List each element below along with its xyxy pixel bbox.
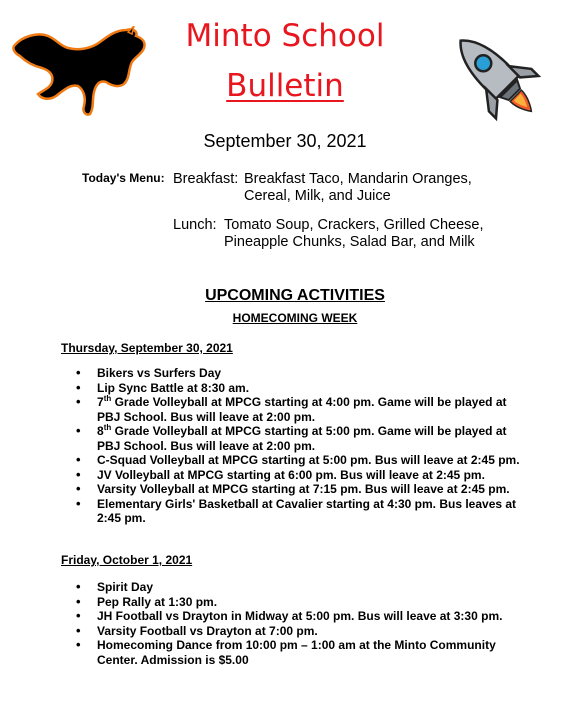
list-item: • C-Squad Volleyball at MPCG starting at 5:00 pm. Bus will leave at 2:45 pm. (76, 453, 526, 468)
list-item: • Bikers vs Surfers Day (76, 366, 526, 381)
lunch-line1: Tomato Soup, Crackers, Grilled Cheese, (224, 217, 484, 233)
list-item-text: Volleyball at MPCG starting at 4:00 pm. Game will be played at PBJ School. Bus will leave at 2:00 pm. (97, 395, 507, 424)
day-heading-thursday: Thursday, September 30, 2021 (61, 341, 233, 355)
activities-subheading: HOMECOMING WEEK (232, 311, 358, 325)
list-item: • Lip Sync Battle at 8:30 am. (76, 381, 526, 396)
list-item: • JH Football vs Drayton in Midway at 5:00 pm. Bus will leave at 3:30 pm. (76, 609, 526, 624)
lunch-line2: Pineapple Chunks, Salad Bar, and Milk (224, 234, 475, 250)
breakfast-line2: Cereal, Milk, and Juice (244, 188, 391, 204)
menu-label: Today's Menu: (82, 171, 165, 185)
grade-word: Grade (111, 395, 153, 409)
list-item: • Spirit Day (76, 580, 526, 595)
thursday-activity-list (76, 366, 526, 526)
bulletin-title-line1: Minto School (185, 18, 385, 54)
list-item (76, 424, 526, 453)
list-item: • JV Volleyball at MPCG starting at 6:00 pm. Bus will leave at 2:45 pm. (76, 468, 526, 483)
activities-heading: UPCOMING ACTIVITIES (205, 287, 385, 304)
grade-number: 7 (97, 395, 104, 409)
grade-ordinal: th (103, 394, 112, 403)
breakfast-line1: Breakfast Taco, Mandarin Oranges, (244, 171, 472, 187)
list-item: • Homecoming Dance from 10:00 pm – 1:00 am at the Minto Community Center. Admission is $5.00 (76, 638, 526, 667)
list-item: • Varsity Football vs Drayton at 7:00 pm. (76, 624, 526, 639)
grade-word: Grade (111, 424, 153, 438)
grade-number: 8 (97, 424, 104, 438)
list-item: • Varsity Volleyball at MPCG starting at 7:15 pm. Bus will leave at 2:45 pm. (76, 482, 526, 497)
day-heading-friday: Friday, October 1, 2021 (61, 553, 193, 567)
list-item: • Elementary Girls' Basketball at Cavalier starting at 4:30 pm. Bus leaves at 2:45 pm. (76, 497, 526, 526)
grade-ordinal: th (103, 423, 112, 432)
list-item-text: Volleyball at MPCG starting at 5:00 pm. Game will be played at PBJ School. Bus will leave at 2:00 pm. (97, 424, 507, 453)
bulletin-date: September 30, 2021 (203, 131, 367, 151)
breakfast-label: Breakfast: (173, 171, 239, 187)
lunch-label: Lunch: (173, 217, 217, 233)
list-item: • Pep Rally at 1:30 pm. (76, 595, 526, 610)
bulletin-title-line2: Bulletin (226, 68, 344, 104)
friday-activity-list (76, 580, 526, 667)
list-item (76, 395, 526, 424)
